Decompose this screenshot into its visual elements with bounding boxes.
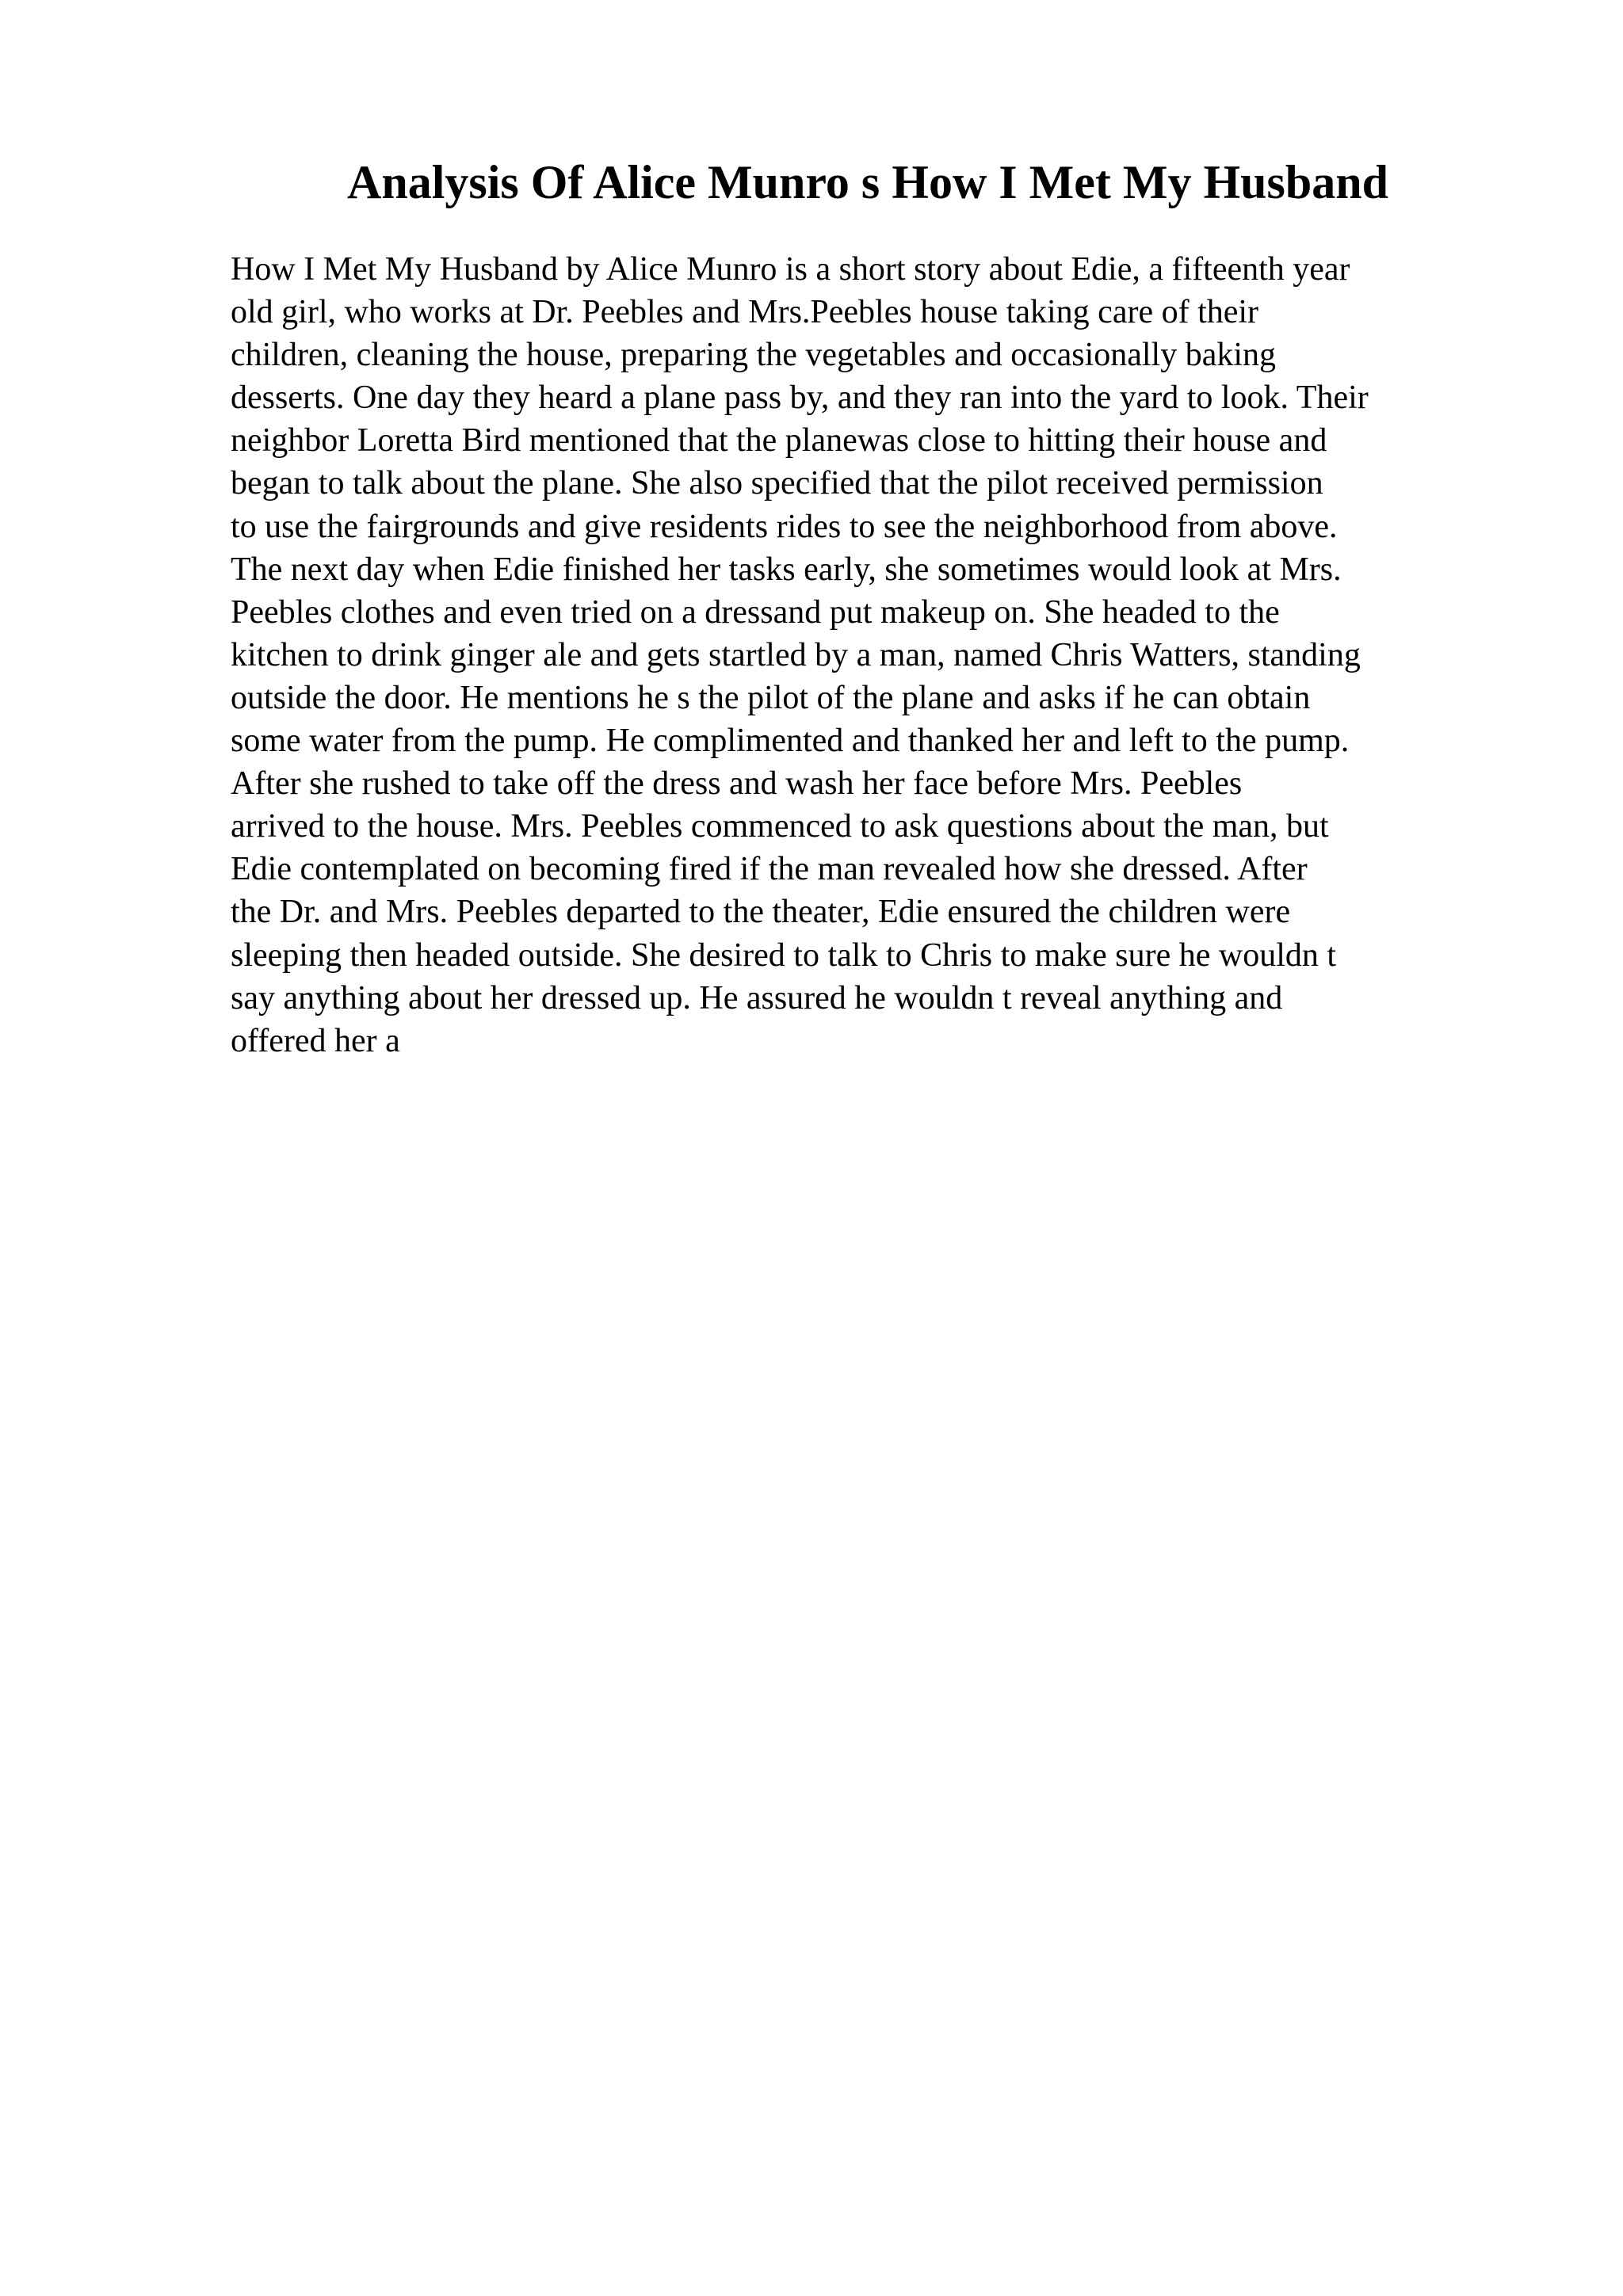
body-line: the Dr. and Mrs. Peebles departed to the theater, Edie ensured the children were	[231, 894, 1291, 931]
body-line: old girl, who works at Dr. Peebles and Mrs.Peebles house taking care of their	[231, 294, 1259, 331]
body-line: to use the fairgrounds and give residents rides to see the neighborhood from above.	[231, 508, 1338, 545]
body-line: How I Met My Husband by Alice Munro is a short story about Edie, a fifteenth year	[231, 251, 1350, 288]
body-line: neighbor Loretta Bird mentioned that the planewas close to hitting their house and	[231, 422, 1327, 460]
body-line: sleeping then headed outside. She desired to talk to Chris to make sure he wouldn t	[231, 936, 1337, 974]
body-line: After she rushed to take off the dress and wash her face before Mrs. Peebles	[231, 765, 1243, 803]
body-line: kitchen to drink ginger ale and gets startled by a man, named Chris Watters, standing	[231, 636, 1361, 673]
body-line: say anything about her dressed up. He assured he wouldn t reveal anything and	[231, 979, 1283, 1016]
document-title: Analysis Of Alice Munro s How I Met My Husband	[347, 156, 1388, 208]
body-line: offered her a	[231, 1022, 400, 1059]
body-line: arrived to the house. Mrs. Peebles commenced to ask questions about the man, but	[231, 808, 1329, 845]
body-line: desserts. One day they heard a plane pass by, and they ran into the yard to look. Their	[231, 379, 1369, 417]
body-line: Peebles clothes and even tried on a dressand put makeup on. She headed to the	[231, 593, 1280, 631]
body-line: children, cleaning the house, preparing the vegetables and occasionally baking	[231, 337, 1277, 374]
body-line: began to talk about the plane. She also specified that the pilot received permission	[231, 465, 1323, 502]
body-line: The next day when Edie finished her tasks early, she sometimes would look at Mrs.	[231, 551, 1342, 588]
body-line: Edie contemplated on becoming fired if the man revealed how she dressed. After	[231, 851, 1308, 888]
document-body	[231, 248, 1594, 1062]
body-line: some water from the pump. He complimented and thanked her and left to the pump.	[231, 723, 1350, 760]
body-line: outside the door. He mentions he s the pilot of the plane and asks if he can obtain	[231, 679, 1311, 716]
